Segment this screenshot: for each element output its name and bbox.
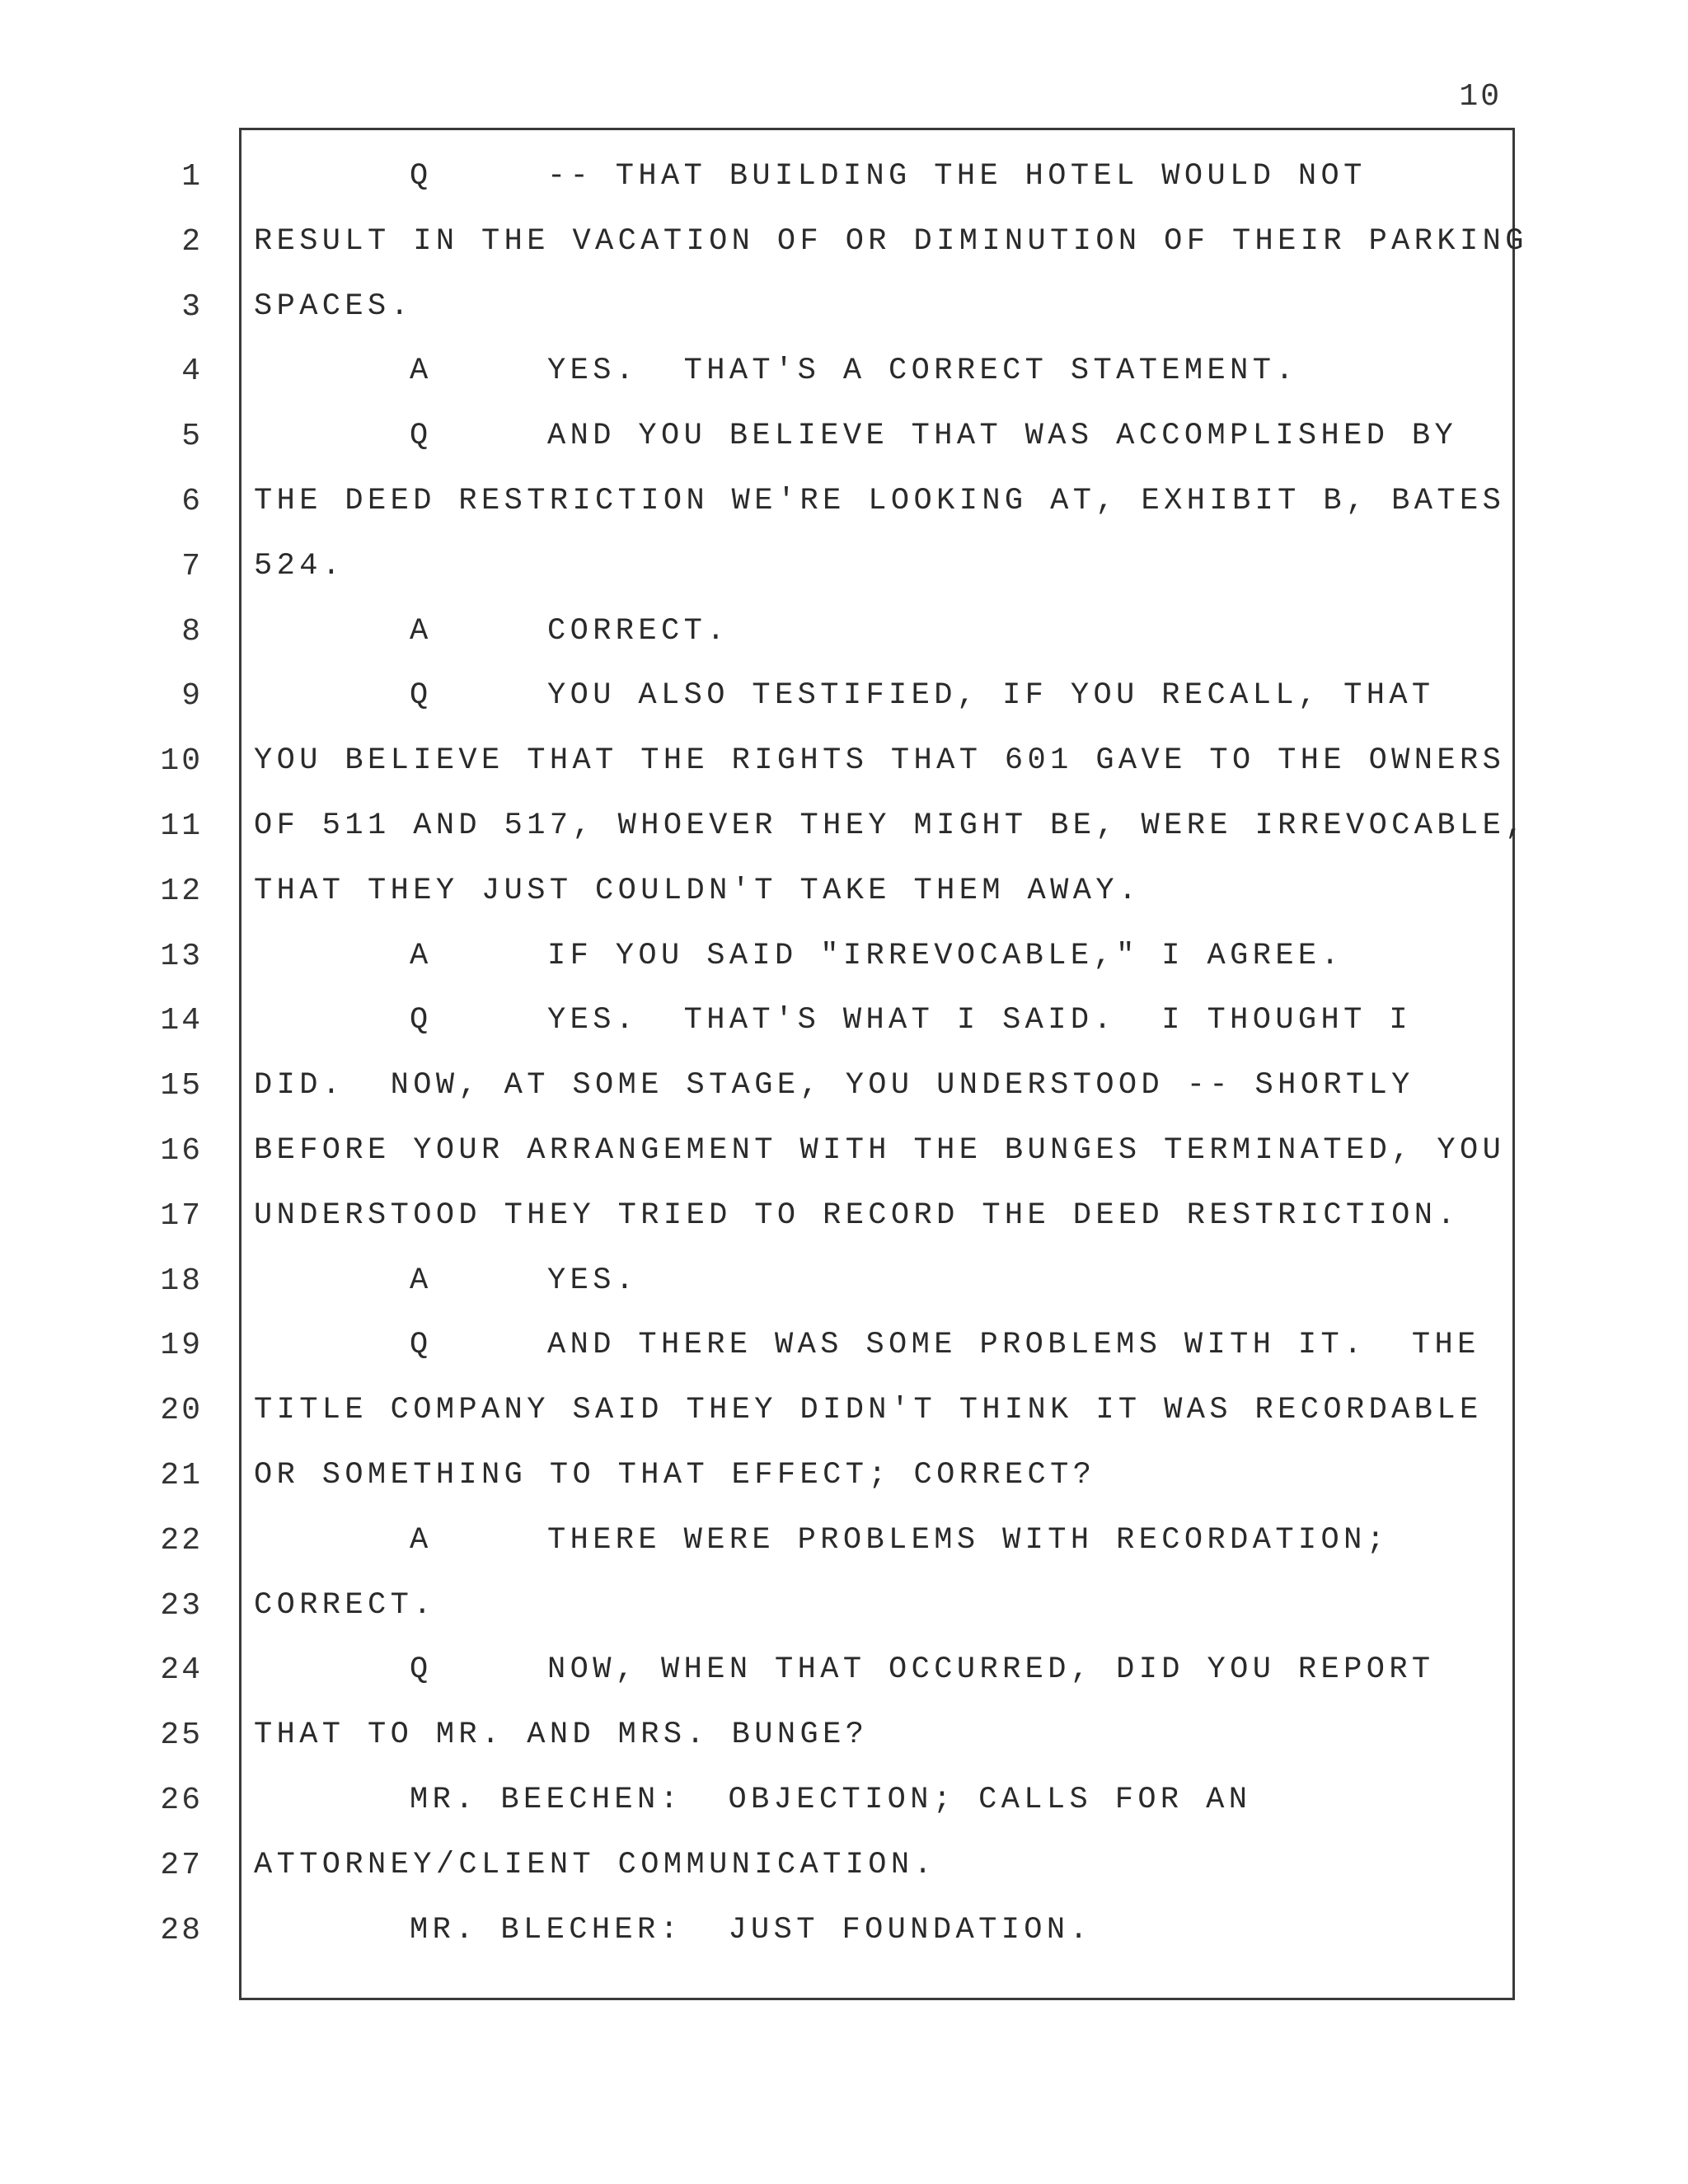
transcript-line	[0, 988, 1688, 1053]
line-number: 19	[160, 1328, 203, 1364]
transcript-line	[0, 534, 1688, 599]
line-text: -- THAT BUILDING THE HOTEL WOULD NOT	[547, 159, 1367, 194]
transcript-line	[0, 1183, 1688, 1249]
transcript-line	[0, 1833, 1688, 1898]
line-text: CORRECT.	[547, 613, 729, 649]
transcript-line	[0, 1378, 1688, 1443]
line-number: 8	[181, 613, 203, 649]
line-text: CORRECT.	[254, 1587, 436, 1623]
line-text: TITLE COMPANY SAID THEY DIDN'T THINK IT WAS RECORDABLE	[254, 1393, 1483, 1428]
transcript-line	[0, 1573, 1688, 1638]
page-number: 10	[1459, 79, 1502, 115]
line-text: THERE WERE PROBLEMS WITH RECORDATION;	[547, 1522, 1390, 1558]
line-number: 21	[160, 1458, 203, 1493]
speaker-label: A	[410, 613, 429, 649]
line-text: OR SOMETHING TO THAT EFFECT; CORRECT?	[254, 1458, 1096, 1493]
line-text: NOW, WHEN THAT OCCURRED, DID YOU REPORT	[547, 1652, 1435, 1688]
line-number: 5	[181, 419, 203, 455]
line-number: 14	[160, 1003, 203, 1039]
line-number: 3	[181, 288, 203, 325]
line-text: SPACES.	[254, 288, 414, 324]
speaker-label: A	[410, 1522, 429, 1558]
line-text: YOU BELIEVE THAT THE RIGHTS THAT 601 GAVE TO THE OWNERS	[254, 743, 1506, 779]
speaker-label: Q	[410, 678, 429, 714]
line-number: 22	[160, 1522, 203, 1558]
line-text: THAT TO MR. AND MRS. BUNGE?	[254, 1718, 869, 1753]
line-number: 6	[181, 484, 203, 519]
line-text: AND YOU BELIEVE THAT WAS ACCOMPLISHED BY	[547, 419, 1458, 454]
line-text: YES. THAT'S WHAT I SAID. I THOUGHT I	[547, 1003, 1412, 1038]
line-text: OF 511 AND 517, WHOEVER THEY MIGHT BE, WERE IRREVOCABLE,	[254, 808, 1528, 843]
line-number: 24	[160, 1652, 203, 1689]
line-text: YES. THAT'S A CORRECT STATEMENT.	[547, 354, 1298, 389]
transcript-line	[0, 209, 1688, 274]
transcript-line	[0, 794, 1688, 859]
speaker-label: A	[410, 938, 429, 973]
line-text: THAT THEY JUST COULDN'T TAKE THEM AWAY.	[254, 873, 1142, 908]
line-number: 7	[181, 548, 203, 584]
line-text: RESULT IN THE VACATION OF OR DIMINUTION OF THEIR PARKING	[254, 223, 1528, 259]
line-text: MR. BLECHER: JUST FOUNDATION.	[410, 1912, 1093, 1947]
line-text: IF YOU SAID "IRREVOCABLE," I AGREE.	[547, 938, 1344, 973]
transcript-line	[0, 1443, 1688, 1508]
speaker-label: Q	[410, 419, 429, 454]
line-number: 20	[160, 1393, 203, 1429]
line-text: MR. BEECHEN: OBJECTION; CALLS FOR AN	[410, 1783, 1252, 1817]
transcript-line	[0, 404, 1688, 469]
line-number: 10	[160, 743, 203, 780]
transcript-line	[0, 144, 1688, 209]
transcript-line	[0, 729, 1688, 794]
transcript-line	[0, 1313, 1688, 1378]
line-number: 9	[181, 678, 203, 715]
line-number: 28	[160, 1912, 203, 1948]
speaker-label: Q	[410, 1652, 429, 1688]
line-text: ATTORNEY/CLIENT COMMUNICATION.	[254, 1847, 937, 1882]
line-number: 18	[160, 1263, 203, 1299]
line-number: 12	[160, 873, 203, 909]
line-number: 13	[160, 938, 203, 974]
transcript-line	[0, 469, 1688, 534]
speaker-label: A	[410, 354, 429, 389]
transcript-line	[0, 663, 1688, 729]
transcript-line	[0, 924, 1688, 989]
transcript-line	[0, 274, 1688, 340]
line-text: YOU ALSO TESTIFIED, IF YOU RECALL, THAT	[547, 678, 1435, 714]
transcript-line	[0, 1638, 1688, 1703]
speaker-label: Q	[410, 1003, 429, 1038]
line-number: 23	[160, 1587, 203, 1624]
transcript-line	[0, 1898, 1688, 1963]
line-text: YES.	[547, 1263, 639, 1298]
line-number: 17	[160, 1197, 203, 1234]
speaker-label: Q	[410, 1328, 429, 1363]
transcript-line	[0, 339, 1688, 404]
transcript-line	[0, 859, 1688, 924]
transcript-line	[0, 1118, 1688, 1183]
line-text: 524.	[254, 548, 345, 583]
line-number: 1	[181, 159, 203, 194]
line-number: 11	[160, 808, 203, 844]
transcript-line	[0, 1249, 1688, 1314]
line-text: BEFORE YOUR ARRANGEMENT WITH THE BUNGES TERMINATED, YOU	[254, 1133, 1506, 1168]
line-number: 16	[160, 1133, 203, 1169]
transcript-line	[0, 1053, 1688, 1118]
line-text: DID. NOW, AT SOME STAGE, YOU UNDERSTOOD -- SHORTLY	[254, 1068, 1414, 1104]
line-number: 15	[160, 1068, 203, 1104]
line-number: 4	[181, 354, 203, 390]
speaker-label: A	[410, 1263, 429, 1298]
transcript-line	[0, 1508, 1688, 1573]
speaker-label: Q	[410, 159, 429, 194]
line-number: 25	[160, 1718, 203, 1754]
line-number: 27	[160, 1847, 203, 1883]
transcript-line	[0, 1703, 1688, 1768]
line-number: 26	[160, 1783, 203, 1818]
transcript-line	[0, 599, 1688, 664]
line-text: UNDERSTOOD THEY TRIED TO RECORD THE DEED RESTRICTION.	[254, 1197, 1460, 1233]
line-text: AND THERE WAS SOME PROBLEMS WITH IT. THE	[547, 1328, 1480, 1363]
line-number: 2	[181, 223, 203, 260]
transcript-line	[0, 1768, 1688, 1833]
line-text: THE DEED RESTRICTION WE'RE LOOKING AT, EXHIBIT B, BATES	[254, 484, 1506, 518]
